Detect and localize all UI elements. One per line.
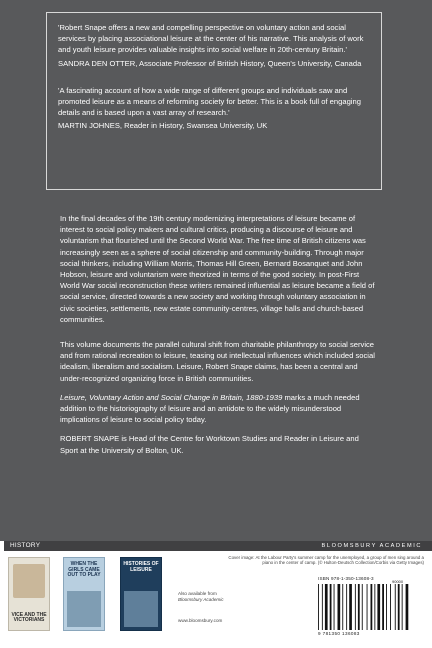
imprint-bar — [4, 541, 432, 551]
category-label: HISTORY — [10, 542, 41, 549]
author-bio: ROBERT SNAPE is Head of the Centre for Worktown Studies and Reader in Leisure and Sport at the University of Bolton, UK. — [60, 434, 359, 455]
blurb-paragraph-1: In the final decades of the 19th century modernizing interpretations of leisure became of interest to social policy makers and cultural critics, producing a discourse of leisure and voluntarism that flourished until the Second World War. The free time of British citizens was increasingly seen as a sphere of social citizenship and community-building. Through major social thinkers, including William Morris, Thomas Hill Green, Bernard Bosanquet and John Hobson, leisure and voluntarism were theorized in terms of the good society. In post-First World War social reconstruction these writers remained influential as leisure became a field of social service, directed towards a new society and working through voluntary association in civic societies, settlements, new estate community-centres, village halls and church-based communities. — [60, 214, 375, 324]
book-title: Leisure, Voluntary Action and Social Change in Britain, 1880-1939 — [60, 392, 283, 402]
related-book-cover — [63, 557, 105, 631]
barcode-addon: 90000 — [392, 579, 404, 584]
endorsement-box — [46, 12, 382, 190]
quote-2-attribution: MARTIN JOHNES, Reader in History, Swansea University, UK — [58, 121, 268, 131]
isbn: ISBN 978-1-350-13608-3 — [318, 576, 374, 581]
blurb-paragraph-3-rest: marks a much needed addition to the historiography of leisure and an antidote to the widely misunderstood implications of leisure to social policy today. — [60, 392, 360, 425]
cover-art — [67, 591, 101, 627]
barcode-digits: 9 781350 136083 — [318, 631, 360, 636]
barcode — [316, 584, 416, 632]
also-available-line-2: Bloomsbury Academic — [178, 596, 224, 602]
related-book-cover — [120, 557, 162, 631]
blurb-paragraph-2: This volume documents the parallel cultural shift from charitable philanthropy to social service and from rational recreation to leisure, teasing out intellectual influences which included social idealism, liberalism and socialism. Leisure, Robert Snape claims, has been a central and under-recognized organizing force in British communities. — [60, 340, 375, 383]
publisher-website[interactable]: www.bloomsbury.com — [178, 618, 223, 623]
also-available-line-1: Also available from — [178, 591, 217, 596]
publisher-imprint: BLOOMSBURY ACADEMIC — [321, 542, 422, 549]
blurb-paragraph-3 — [60, 392, 378, 426]
quote-1-attribution: SANDRA DEN OTTER, Associate Professor of British History, Queen's University, Canada — [58, 58, 362, 68]
also-available — [178, 591, 224, 603]
cover-image-credit: Cover image: At the Labour Party's summer camp for the unemployed, a group of men sing around a piano in the center of camp. (© Hulton-Deutsch Collection/Corbis via Getty Images) — [228, 555, 424, 566]
quote-1-text: 'Robert Snape offers a new and compelling perspective on voluntary action and social services by placing associational leisure at the center of his narrative. This analysis of work and youth leisure provides valuable insights into social welfare in 20th-century Britain.' — [58, 23, 364, 55]
quote-2-text: 'A fascinating account of how a wide range of different groups and individuals saw and promoted leisure as a means of reforming society for better. This is a book full of engaging details and is based upon a vast array of research.' — [58, 85, 361, 118]
blurb — [60, 213, 378, 464]
related-book-title: WHEN THE GIRLS CAME OUT TO PLAY — [67, 561, 101, 579]
cover-art — [124, 591, 158, 627]
back-cover-footer — [0, 541, 432, 648]
related-book-cover — [8, 557, 50, 631]
related-book-title: HISTORIES OF LEISURE — [123, 561, 159, 573]
cover-art — [13, 564, 45, 598]
related-book-title: VICE AND THE VICTORIANS — [11, 611, 47, 624]
